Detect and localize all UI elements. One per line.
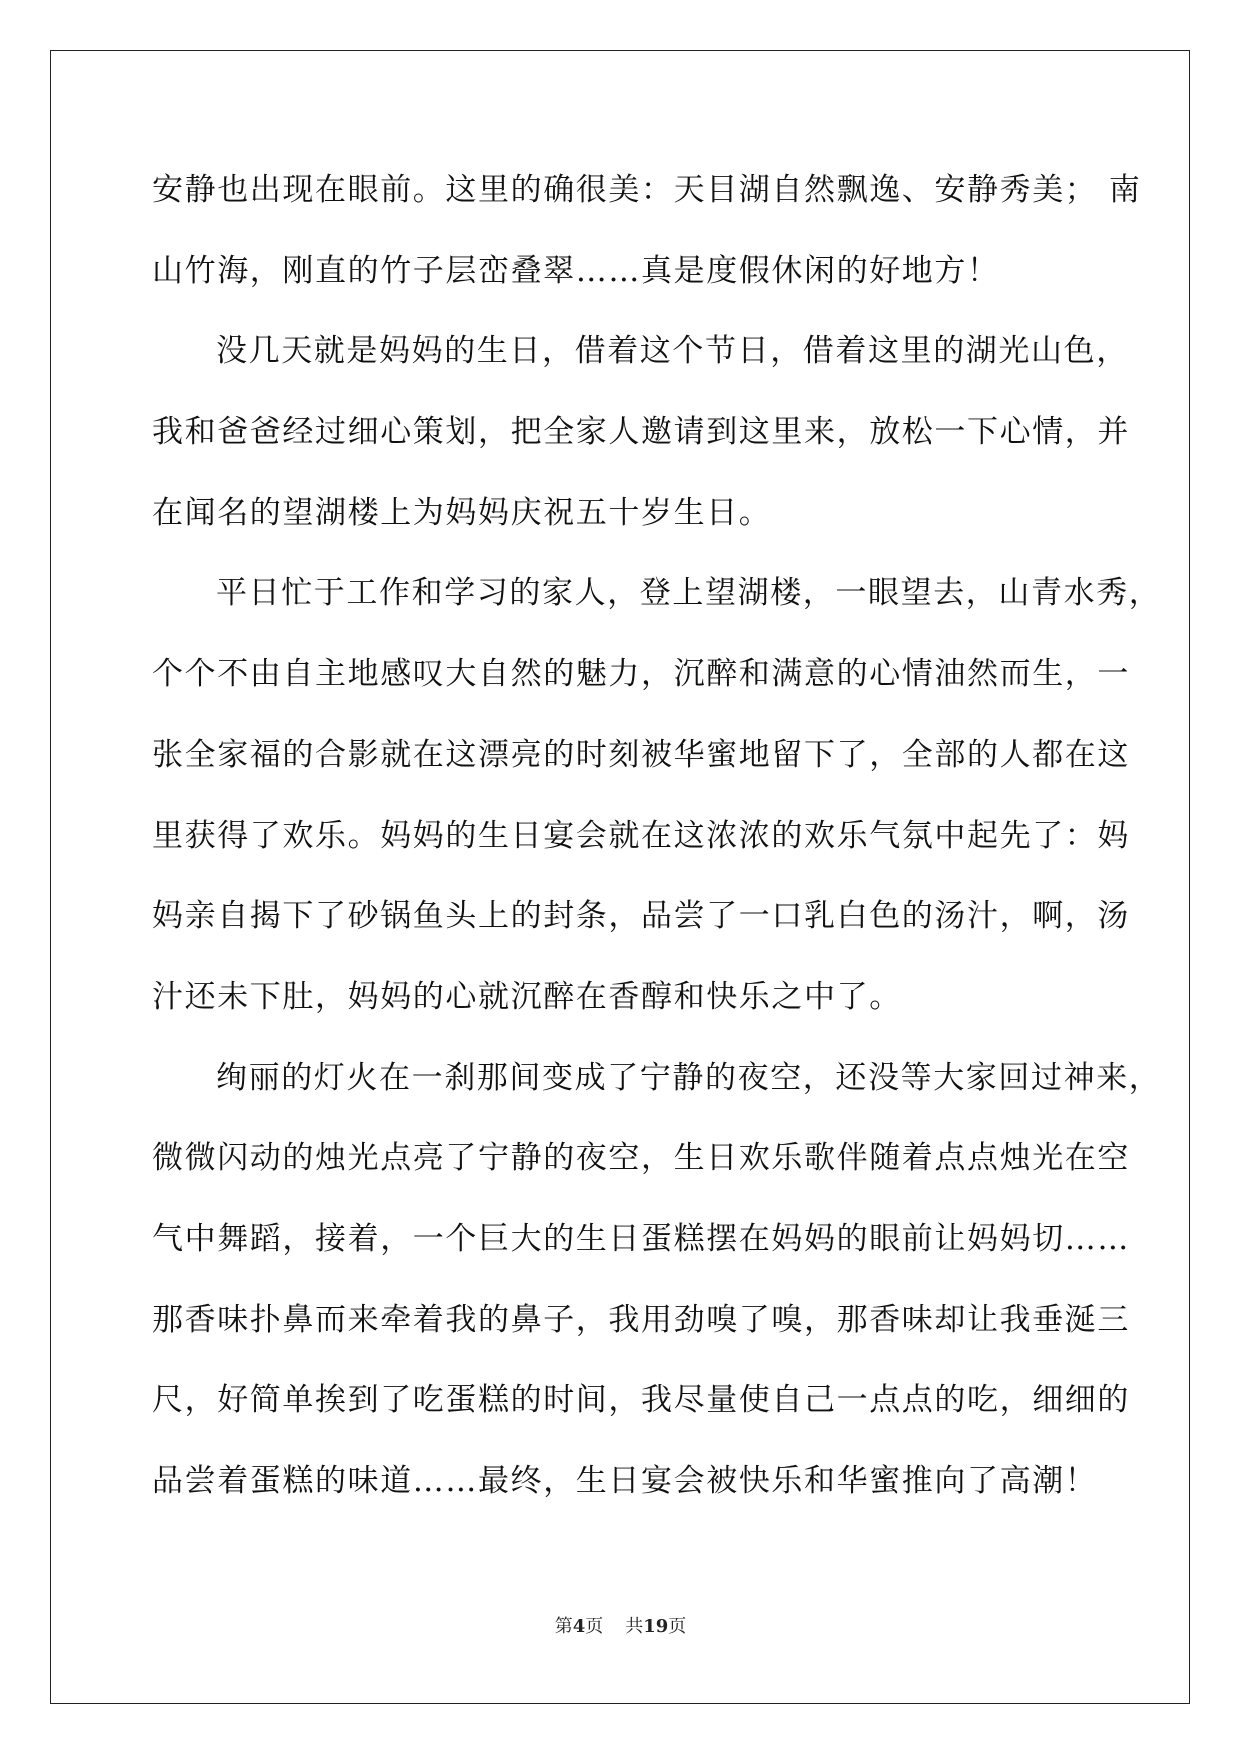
total-pages: 19: [643, 1616, 669, 1637]
paragraph-start-line: 绚丽的灯火在一刹那间变成了宁静的夜空，还没等大家回过神来，: [216, 1059, 1162, 1096]
text-line: 个个不由自主地感叹大自然的魅力，沉醉和满意的心情油然而生，一: [152, 656, 1130, 693]
text-line: 山竹海，刚直的竹子层峦叠翠……真是度假休闲的好地方！: [152, 252, 1000, 289]
text-line: 我和爸爸经过细心策划，把全家人邀请到这里来，放松一下心情，并: [152, 414, 1130, 451]
text-line: 在闻名的望湖楼上为妈妈庆祝五十岁生日。: [152, 494, 772, 531]
page-suffix: 页: [585, 1616, 604, 1637]
paragraph-start-line: 没几天就是妈妈的生日，借着这个节日，借着这里的湖光山色，: [216, 333, 1129, 370]
text-line: 尺，好简单挨到了吃蛋糕的时间，我尽量使自己一点点的吃，细细的: [152, 1382, 1130, 1419]
page-footer: [0, 1612, 1241, 1638]
document-body: [152, 150, 1162, 1522]
text-line: 妈亲自揭下了砂锅鱼头上的封条，品尝了一口乳白色的汤汁，啊，汤: [152, 898, 1130, 935]
text-line: 里获得了欢乐。妈妈的生日宴会就在这浓浓的欢乐气氛中起先了：妈: [152, 817, 1130, 854]
text-line: 品尝着蛋糕的味道……最终，生日宴会被快乐和华蜜推向了高潮！: [152, 1463, 1098, 1499]
text-line: 那香味扑鼻而来牵着我的鼻子，我用劲嗅了嗅，那香味却让我垂涎三: [152, 1301, 1130, 1338]
text-line: 微微闪动的烛光点亮了宁静的夜空，生日欢乐歌伴随着点点烛光在空: [152, 1140, 1130, 1177]
text-line: 气中舞蹈，接着，一个巨大的生日蛋糕摆在妈妈的眼前让妈妈切……: [152, 1220, 1130, 1257]
text-line: 安静也出现在眼前。这里的确很美：天目湖自然飘逸、安静秀美； 南: [152, 172, 1142, 208]
text-line: 汁还未下肚，妈妈的心就沉醉在香醇和快乐之中了。: [152, 978, 902, 1015]
total-prefix: 共: [625, 1616, 644, 1637]
page-number: 4: [572, 1616, 586, 1637]
page-prefix: 第: [554, 1616, 573, 1637]
text-line: 张全家福的合影就在这漂亮的时刻被华蜜地留下了，全部的人都在这: [152, 736, 1130, 773]
total-suffix: 页: [668, 1616, 687, 1637]
paragraph-start-line: 平日忙于工作和学习的家人，登上望湖楼，一眼望去，山青水秀，: [216, 575, 1162, 612]
